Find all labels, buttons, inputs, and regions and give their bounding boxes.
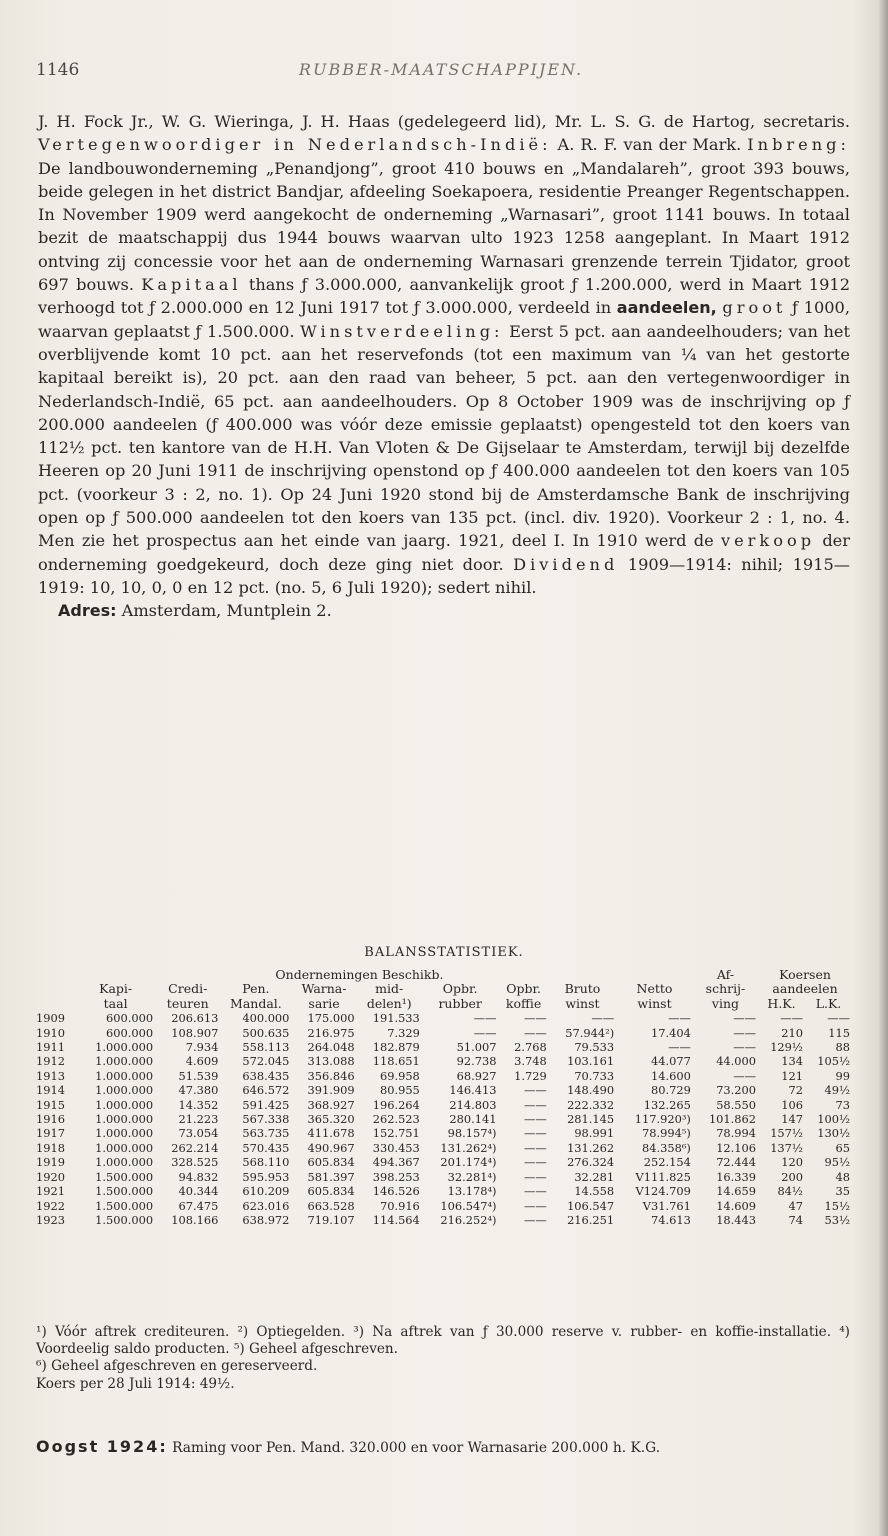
table-cell: 14.352 [178, 1097, 219, 1112]
table-cell: 719.107 [307, 1212, 355, 1227]
address-line [38, 599, 850, 622]
year-cell: 1920 [36, 1169, 65, 1184]
table-cell: 200 [781, 1169, 803, 1184]
table-cell: 14.600 [651, 1068, 691, 1083]
table-cell: 567.338 [242, 1112, 290, 1127]
table-cell: 490.967 [307, 1140, 355, 1155]
table-cell: 568.110 [242, 1155, 290, 1170]
column-header: H.K. [767, 995, 796, 1011]
table-cell: 58.550 [716, 1097, 757, 1112]
year-cell: 1918 [36, 1140, 65, 1155]
table-cell: 595.953 [242, 1169, 290, 1184]
table-cell: 623.016 [242, 1198, 290, 1213]
table-cell: 365.320 [307, 1112, 355, 1127]
table-cell: 100½ [817, 1112, 850, 1127]
table-cell: 40.344 [178, 1184, 219, 1199]
column-header [34, 982, 76, 996]
table-cell: V31.761 [642, 1198, 691, 1213]
table-footnotes [36, 1324, 850, 1393]
table-cell: 121 [781, 1068, 803, 1083]
group-header-ondernemingen: Ondernemingen Beschikb. [275, 967, 444, 982]
table-cell: 88 [835, 1040, 850, 1055]
table-cell: 117.920³) [634, 1112, 691, 1127]
column-header: Netto [636, 981, 673, 997]
column-header: schrij- [705, 981, 746, 997]
representative-name: A. R. F. van der Mark. [551, 135, 748, 155]
table-cell: 328.525 [171, 1155, 219, 1170]
harvest-text: Raming voor Pen. Mand. 320.000 en voor Warnasarie 200.000 h. K.G. [167, 1440, 661, 1456]
table-cell: 1.000.000 [95, 1112, 154, 1127]
table-cell: —— [523, 1198, 547, 1213]
column-header: delen¹) [366, 995, 412, 1011]
table-row [34, 1054, 852, 1068]
table-cell: —— [523, 1212, 547, 1227]
table-cell: 47.380 [178, 1083, 219, 1098]
table-cell: 131.262⁴) [440, 1140, 497, 1155]
table-cell: —— [523, 1083, 547, 1098]
table-row [34, 1184, 852, 1198]
column-header: Mandal. [230, 995, 282, 1011]
year-cell: 1916 [36, 1112, 65, 1127]
year-cell: 1919 [36, 1155, 65, 1170]
table-cell: 7.934 [185, 1040, 219, 1055]
table-cell: 1.000.000 [95, 1083, 154, 1098]
table-row [34, 1213, 852, 1227]
table-cell: 1.500.000 [95, 1169, 154, 1184]
table-cell: 15½ [824, 1198, 850, 1213]
table-row [34, 1026, 852, 1040]
column-header: Kapi- [99, 981, 133, 997]
column-header: rubber [438, 995, 482, 1011]
table-cell: 3.748 [514, 1054, 547, 1069]
table-cell: —— [591, 1011, 615, 1026]
table-cell: 252.154 [643, 1155, 691, 1170]
table-cell: 132.265 [643, 1097, 691, 1112]
table-cell: 114.564 [372, 1212, 420, 1227]
table-row [34, 1199, 852, 1213]
table-cell: 48 [835, 1169, 850, 1184]
table-cell: 1.500.000 [95, 1212, 154, 1227]
table-cell: 1.500.000 [95, 1198, 154, 1213]
table-cell: 137½ [770, 1140, 803, 1155]
table-cell: 92.738 [456, 1054, 497, 1069]
table-cell: 216.975 [307, 1025, 355, 1040]
table-row [34, 1126, 852, 1140]
table-cell: 115 [828, 1025, 850, 1040]
table-cell: 610.209 [242, 1184, 290, 1199]
table-cell: 276.324 [567, 1155, 615, 1170]
inbreng-text: De landbouwonderneming „Penandjong”, groot 410 bouws en „Mandalareh”, groot 393 bouws, beide gelegen in het district Bandjar, afdeeling Soekapoera, residentie Preanger Regentschappen. In November 1909 werd aangekocht de onderneming „Warnasari”, groot 1141 bouws. In totaal bezit de maatschappij dus 1944 bouws waarvan ulto 1923 1258 aangeplant. In Maart 1912 ontving zij concessie voor het aan de onderneming Warnasari grenzende terrein Tjidator, groot 697 bouws. [38, 158, 850, 295]
table-cell: 1.000.000 [95, 1054, 154, 1069]
table-cell: 72 [788, 1083, 803, 1098]
table-cell: —— [473, 1025, 497, 1040]
table-cell: 131.262 [567, 1140, 615, 1155]
table-cell: 73.200 [716, 1083, 757, 1098]
table-cell: 105½ [817, 1054, 850, 1069]
table-cell: 216.252⁴) [440, 1212, 497, 1227]
share-size-text: ƒ 1000, waarvan geplaatst ƒ 1.500.000. [38, 298, 850, 341]
table-cell: 70.733 [574, 1068, 615, 1083]
column-header: taal [103, 995, 128, 1011]
table-cell: 663.528 [307, 1198, 355, 1213]
table-cell: 80.729 [651, 1083, 691, 1098]
column-header: ving [711, 995, 740, 1011]
table-cell: 1.000.000 [95, 1155, 154, 1170]
year-cell: 1912 [36, 1054, 65, 1069]
footnote-line: ⁶) Geheel afgeschreven en gereserveerd. [36, 1358, 318, 1375]
table-cell: 1.000.000 [95, 1068, 154, 1083]
table-cell: 638.972 [242, 1212, 290, 1227]
table-cell: 1.000.000 [95, 1126, 154, 1141]
table-cell: 21.223 [178, 1112, 219, 1127]
table-cell: 262.214 [171, 1140, 219, 1155]
table-cell: —— [523, 1011, 547, 1026]
table-cell: 72.444 [716, 1155, 757, 1170]
table-cell: —— [733, 1040, 757, 1055]
table-cell: 74.613 [651, 1212, 691, 1227]
column-header: Bruto [564, 981, 601, 997]
table-cell: 146.526 [372, 1184, 420, 1199]
table-row [34, 1083, 852, 1097]
table-cell: 134 [781, 1054, 803, 1069]
table-cell: 182.879 [372, 1040, 420, 1055]
year-cell: 1914 [36, 1083, 65, 1098]
table-cell: 95½ [824, 1155, 850, 1170]
table-cell: 73.054 [178, 1126, 219, 1141]
column-header: Warna- [301, 981, 347, 997]
year-cell: 1911 [36, 1040, 65, 1055]
table-cell: 65 [835, 1140, 850, 1155]
table-cell: 605.834 [307, 1155, 355, 1170]
table-cell: 262.523 [372, 1112, 420, 1127]
table-cell: 68.927 [456, 1068, 497, 1083]
table-cell: V111.825 [635, 1169, 691, 1184]
table-row [34, 1069, 852, 1083]
year-cell: 1910 [36, 1025, 65, 1040]
table-cell: 101.862 [708, 1112, 757, 1127]
year-cell: 1909 [36, 1011, 65, 1026]
table-cell: 2.768 [514, 1040, 547, 1055]
column-header: winst [637, 995, 672, 1011]
table-cell: 106.547⁴) [440, 1198, 497, 1213]
table-cell: —— [733, 1025, 757, 1040]
table-cell: 494.367 [372, 1155, 420, 1170]
table-cell: 106.547 [567, 1198, 615, 1213]
column-header: Pen. [242, 981, 270, 997]
table-cell: 605.834 [307, 1184, 355, 1199]
table-cell: 74 [788, 1212, 803, 1227]
table-cell: 57.944²) [565, 1025, 615, 1040]
column-header: Opbr. [442, 981, 478, 997]
column-header: L.K. [815, 995, 842, 1011]
table-cell: 13.178⁴) [447, 1184, 497, 1199]
table-cell: 118.651 [372, 1054, 420, 1069]
table-cell: 563.735 [242, 1126, 290, 1141]
table-cell: 7.329 [387, 1025, 420, 1040]
table-cell: 1.500.000 [95, 1184, 154, 1199]
dividend-text: 1909—1914: nihil; 1915—1919: 10, 10, 0, 0 en 12 pct. (no. 5, 6 Juli 1920); sedert nihil. [38, 554, 850, 597]
table-cell: 14.659 [716, 1184, 757, 1199]
table-cell: 49½ [824, 1083, 850, 1098]
table-cell: 206.613 [171, 1011, 219, 1026]
column-header: Credi- [168, 981, 208, 997]
table-cell: 600.000 [106, 1011, 154, 1026]
label-dividend: Dividend [513, 554, 619, 574]
table-cell: 78.994⁵) [641, 1126, 691, 1141]
table-cell: 129½ [770, 1040, 803, 1055]
footnote-line: ¹) Vóór aftrek crediteuren. ²) Optiegelden. ³) Na aftrek van ƒ 30.000 reserve v. rubber- en koffie-installatie. ⁴) Voordeelig saldo producten. ⁵) Geheel afgeschreven. [36, 1324, 850, 1358]
table-row [34, 1155, 852, 1169]
table-cell: —— [523, 1097, 547, 1112]
table-cell: 638.435 [242, 1068, 290, 1083]
balance-statistics-table [34, 968, 852, 1227]
group-header-koersen: Koersen [779, 967, 831, 982]
table-group-header [34, 968, 852, 982]
table-cell: 18.443 [716, 1212, 757, 1227]
table-cell: 103.161 [567, 1054, 615, 1069]
table-cell: 191.533 [372, 1011, 420, 1026]
table-cell: 51.007 [456, 1040, 497, 1055]
table-cell: 98.991 [574, 1126, 615, 1141]
page-number: 1146 [36, 60, 80, 80]
verkoop-text: der onderneming goedgekeurd, doch deze ging niet door. [38, 531, 851, 574]
label-aandeelen: aandeelen, [616, 298, 717, 318]
table-header-row-1 [34, 982, 852, 996]
table-cell: 84½ [777, 1184, 803, 1199]
column-header [34, 997, 76, 1011]
table-row [34, 1112, 852, 1126]
table-cell: 368.927 [307, 1097, 355, 1112]
table-cell: 16.339 [716, 1169, 757, 1184]
table-cell: 130½ [817, 1126, 850, 1141]
kapitaal-text: thans ƒ 3.000.000, aanvankelijk groot ƒ 1.200.000, werd in Maart 1912 verhoogd tot ƒ 2.000.000 en 12 Juni 1917 tot ƒ 3.000.000, verdeeld in [38, 275, 851, 318]
table-cell: 600.000 [106, 1025, 154, 1040]
table-cell: 398.253 [372, 1169, 420, 1184]
table-row [34, 1098, 852, 1112]
table-cell: 108.907 [171, 1025, 219, 1040]
table-cell: 44.077 [651, 1054, 691, 1069]
table-cell: —— [523, 1025, 547, 1040]
table-cell: —— [733, 1011, 757, 1026]
table-cell: 400.000 [242, 1011, 290, 1026]
table-cell: —— [523, 1140, 547, 1155]
year-cell: 1921 [36, 1184, 65, 1199]
year-cell: 1917 [36, 1126, 65, 1141]
group-header-af: Af- [716, 967, 735, 982]
footnote-line: Koers per 28 Juli 1914: 49½. [36, 1375, 235, 1392]
table-cell: —— [780, 1011, 803, 1026]
year-cell: 1923 [36, 1212, 65, 1227]
table-cell: 558.113 [242, 1040, 290, 1055]
table-cell: 146.413 [449, 1083, 497, 1098]
table-cell: 152.751 [372, 1126, 420, 1141]
table-cell: 210 [781, 1025, 803, 1040]
table-cell: 14.558 [574, 1184, 615, 1199]
label-groot: groot [722, 298, 787, 318]
table-cell: 108.166 [171, 1212, 219, 1227]
table-cell: 201.174⁴) [440, 1155, 497, 1170]
company-description [38, 110, 850, 623]
table-cell: 94.832 [178, 1169, 219, 1184]
table-cell: 147 [781, 1112, 803, 1127]
table-cell: 14.609 [716, 1198, 757, 1213]
table-cell: 500.635 [242, 1025, 290, 1040]
table-cell: 51.539 [178, 1068, 219, 1083]
page-header [36, 60, 846, 90]
table-cell: 99 [835, 1068, 850, 1083]
label-representative: Vertegenwoordiger in Nederlandsch-Indië: [38, 135, 552, 155]
table-cell: 222.332 [567, 1097, 615, 1112]
table-body [34, 1011, 852, 1227]
table-row [34, 1040, 852, 1054]
table-row [34, 1011, 852, 1025]
table-cell: —— [523, 1112, 547, 1127]
table-cell: —— [473, 1011, 497, 1026]
table-cell: 44.000 [716, 1054, 757, 1069]
column-header: mid- [375, 981, 404, 997]
table-cell: 69.958 [379, 1068, 420, 1083]
year-cell: 1922 [36, 1198, 65, 1213]
table-cell: 80.955 [379, 1083, 420, 1098]
table-cell: 330.453 [372, 1140, 420, 1155]
year-cell: 1915 [36, 1097, 65, 1112]
table-cell: 280.141 [449, 1112, 497, 1127]
table-cell: 572.045 [242, 1054, 290, 1069]
table-header-row-2 [34, 997, 852, 1011]
label-inbreng: Inbreng: [747, 135, 850, 155]
table-cell: 356.846 [307, 1068, 355, 1083]
table-cell: 196.264 [372, 1097, 420, 1112]
table-cell: 67.475 [178, 1198, 219, 1213]
table-cell: 79.533 [574, 1040, 615, 1055]
table-cell: 411.678 [307, 1126, 355, 1141]
table-cell: 313.088 [307, 1054, 355, 1069]
table-cell: 32.281⁴) [447, 1169, 497, 1184]
table-cell: —— [523, 1155, 547, 1170]
label-adres: Adres: [58, 601, 117, 621]
table-cell: 216.251 [567, 1212, 615, 1227]
table-cell: 12.106 [716, 1140, 757, 1155]
harvest-label: Oogst 1924: [36, 1437, 168, 1456]
table-cell: 214.803 [449, 1097, 497, 1112]
column-header: Opbr. [506, 981, 542, 997]
label-winstverdeeling: Winstverdeeling: [300, 321, 504, 341]
table-cell: 47 [788, 1198, 803, 1213]
table-row [34, 1170, 852, 1184]
table-cell: —— [523, 1184, 547, 1199]
harvest-estimate [36, 1438, 850, 1458]
column-header: sarie [308, 995, 340, 1011]
table-cell: 35 [835, 1184, 850, 1199]
table-cell: 591.425 [242, 1097, 290, 1112]
table-cell: 1.000.000 [95, 1040, 154, 1055]
year-cell: 1913 [36, 1068, 65, 1083]
table-cell: —— [523, 1169, 547, 1184]
table-cell: 581.397 [307, 1169, 355, 1184]
column-header: winst [565, 995, 600, 1011]
page-edge-shadow [878, 0, 888, 1536]
table-cell: 4.609 [185, 1054, 219, 1069]
column-header: aandeelen [772, 981, 838, 997]
table-row [34, 1141, 852, 1155]
table-cell: —— [668, 1040, 691, 1055]
table-cell: 98.157⁴) [447, 1126, 497, 1141]
table-cell: 120 [781, 1155, 803, 1170]
address-text: Amsterdam, Muntplein 2. [116, 601, 332, 621]
column-header: teuren [166, 995, 209, 1011]
table-cell: 157½ [770, 1126, 803, 1141]
table-cell: —— [733, 1068, 757, 1083]
table-cell: 391.909 [307, 1083, 355, 1098]
table-cell: 53½ [824, 1212, 850, 1227]
column-header: koffie [505, 995, 542, 1011]
table-cell: 281.145 [567, 1112, 615, 1127]
table-cell: 84.358⁶) [641, 1140, 691, 1155]
table-cell: 17.404 [651, 1025, 691, 1040]
table-cell: 73 [835, 1097, 850, 1112]
table-cell: —— [523, 1126, 547, 1141]
label-verkoop: verkoop [720, 531, 816, 551]
table-cell: —— [668, 1011, 691, 1026]
table-title: BALANSSTATISTIEK. [364, 945, 524, 960]
winstverdeeling-text: Eerst 5 pct. aan aandeelhouders; van het overblijvende komt 10 pct. aan het reservefonds (tot een maximum van ¼ van het gestorte kapitaal bereikt is), 20 pct. aan den raad van beheer, 5 pct. aan den vertegenwoordiger in Nederlandsch-Indië, 65 pct. aan aandeelhouders. Op 8 October 1909 was de inschrijving op ƒ 200.000 aandeelen (ƒ 400.000 was vóór deze emissie geplaatst) opengesteld tot den koers van 112½ pct. ten kantore van de H.H. Van Vloten & De Gijselaar te Amsterdam, terwijl bij dezelfde Heeren op 20 Juni 1911 de inschrijving openstond op ƒ 400.000 aandeelen tot den koers van 105 pct. (voorkeur 3 : 2, no. 1). Op 24 Juni 1920 stond bij de Amsterdamsche Bank de inschrijving open op ƒ 500.000 aandeelen tot den koers van 135 pct. (incl. div. 1920). Voorkeur 2 : 1, no. 4. Men zie het prospectus aan het einde van jaarg. 1921, deel I. In 1910 werd de [38, 321, 850, 551]
table-cell: —— [827, 1011, 850, 1026]
table-cell: 148.490 [567, 1083, 615, 1098]
label-kapitaal: Kapitaal [141, 275, 242, 295]
table-cell: V124.709 [635, 1184, 691, 1199]
board-members: J. H. Fock Jr., W. G. Wieringa, J. H. Haas (gedelegeerd lid), Mr. L. S. G. de Hartog, secretaris. [38, 112, 850, 131]
table-cell: 570.435 [242, 1140, 290, 1155]
table-cell: 264.048 [307, 1040, 355, 1055]
table-cell: 78.994 [716, 1126, 757, 1141]
table-cell: 1.000.000 [95, 1140, 154, 1155]
table-cell: 1.729 [514, 1068, 547, 1083]
table-cell: 32.281 [574, 1169, 615, 1184]
table-cell: 646.572 [242, 1083, 290, 1098]
table-cell: 106 [781, 1097, 803, 1112]
table-cell: 1.000.000 [95, 1097, 154, 1112]
running-title: RUBBER-MAATSCHAPPIJEN. [298, 60, 584, 79]
table-cell: 175.000 [307, 1011, 355, 1026]
table-cell: 70.916 [379, 1198, 420, 1213]
description-paragraph [38, 110, 850, 599]
